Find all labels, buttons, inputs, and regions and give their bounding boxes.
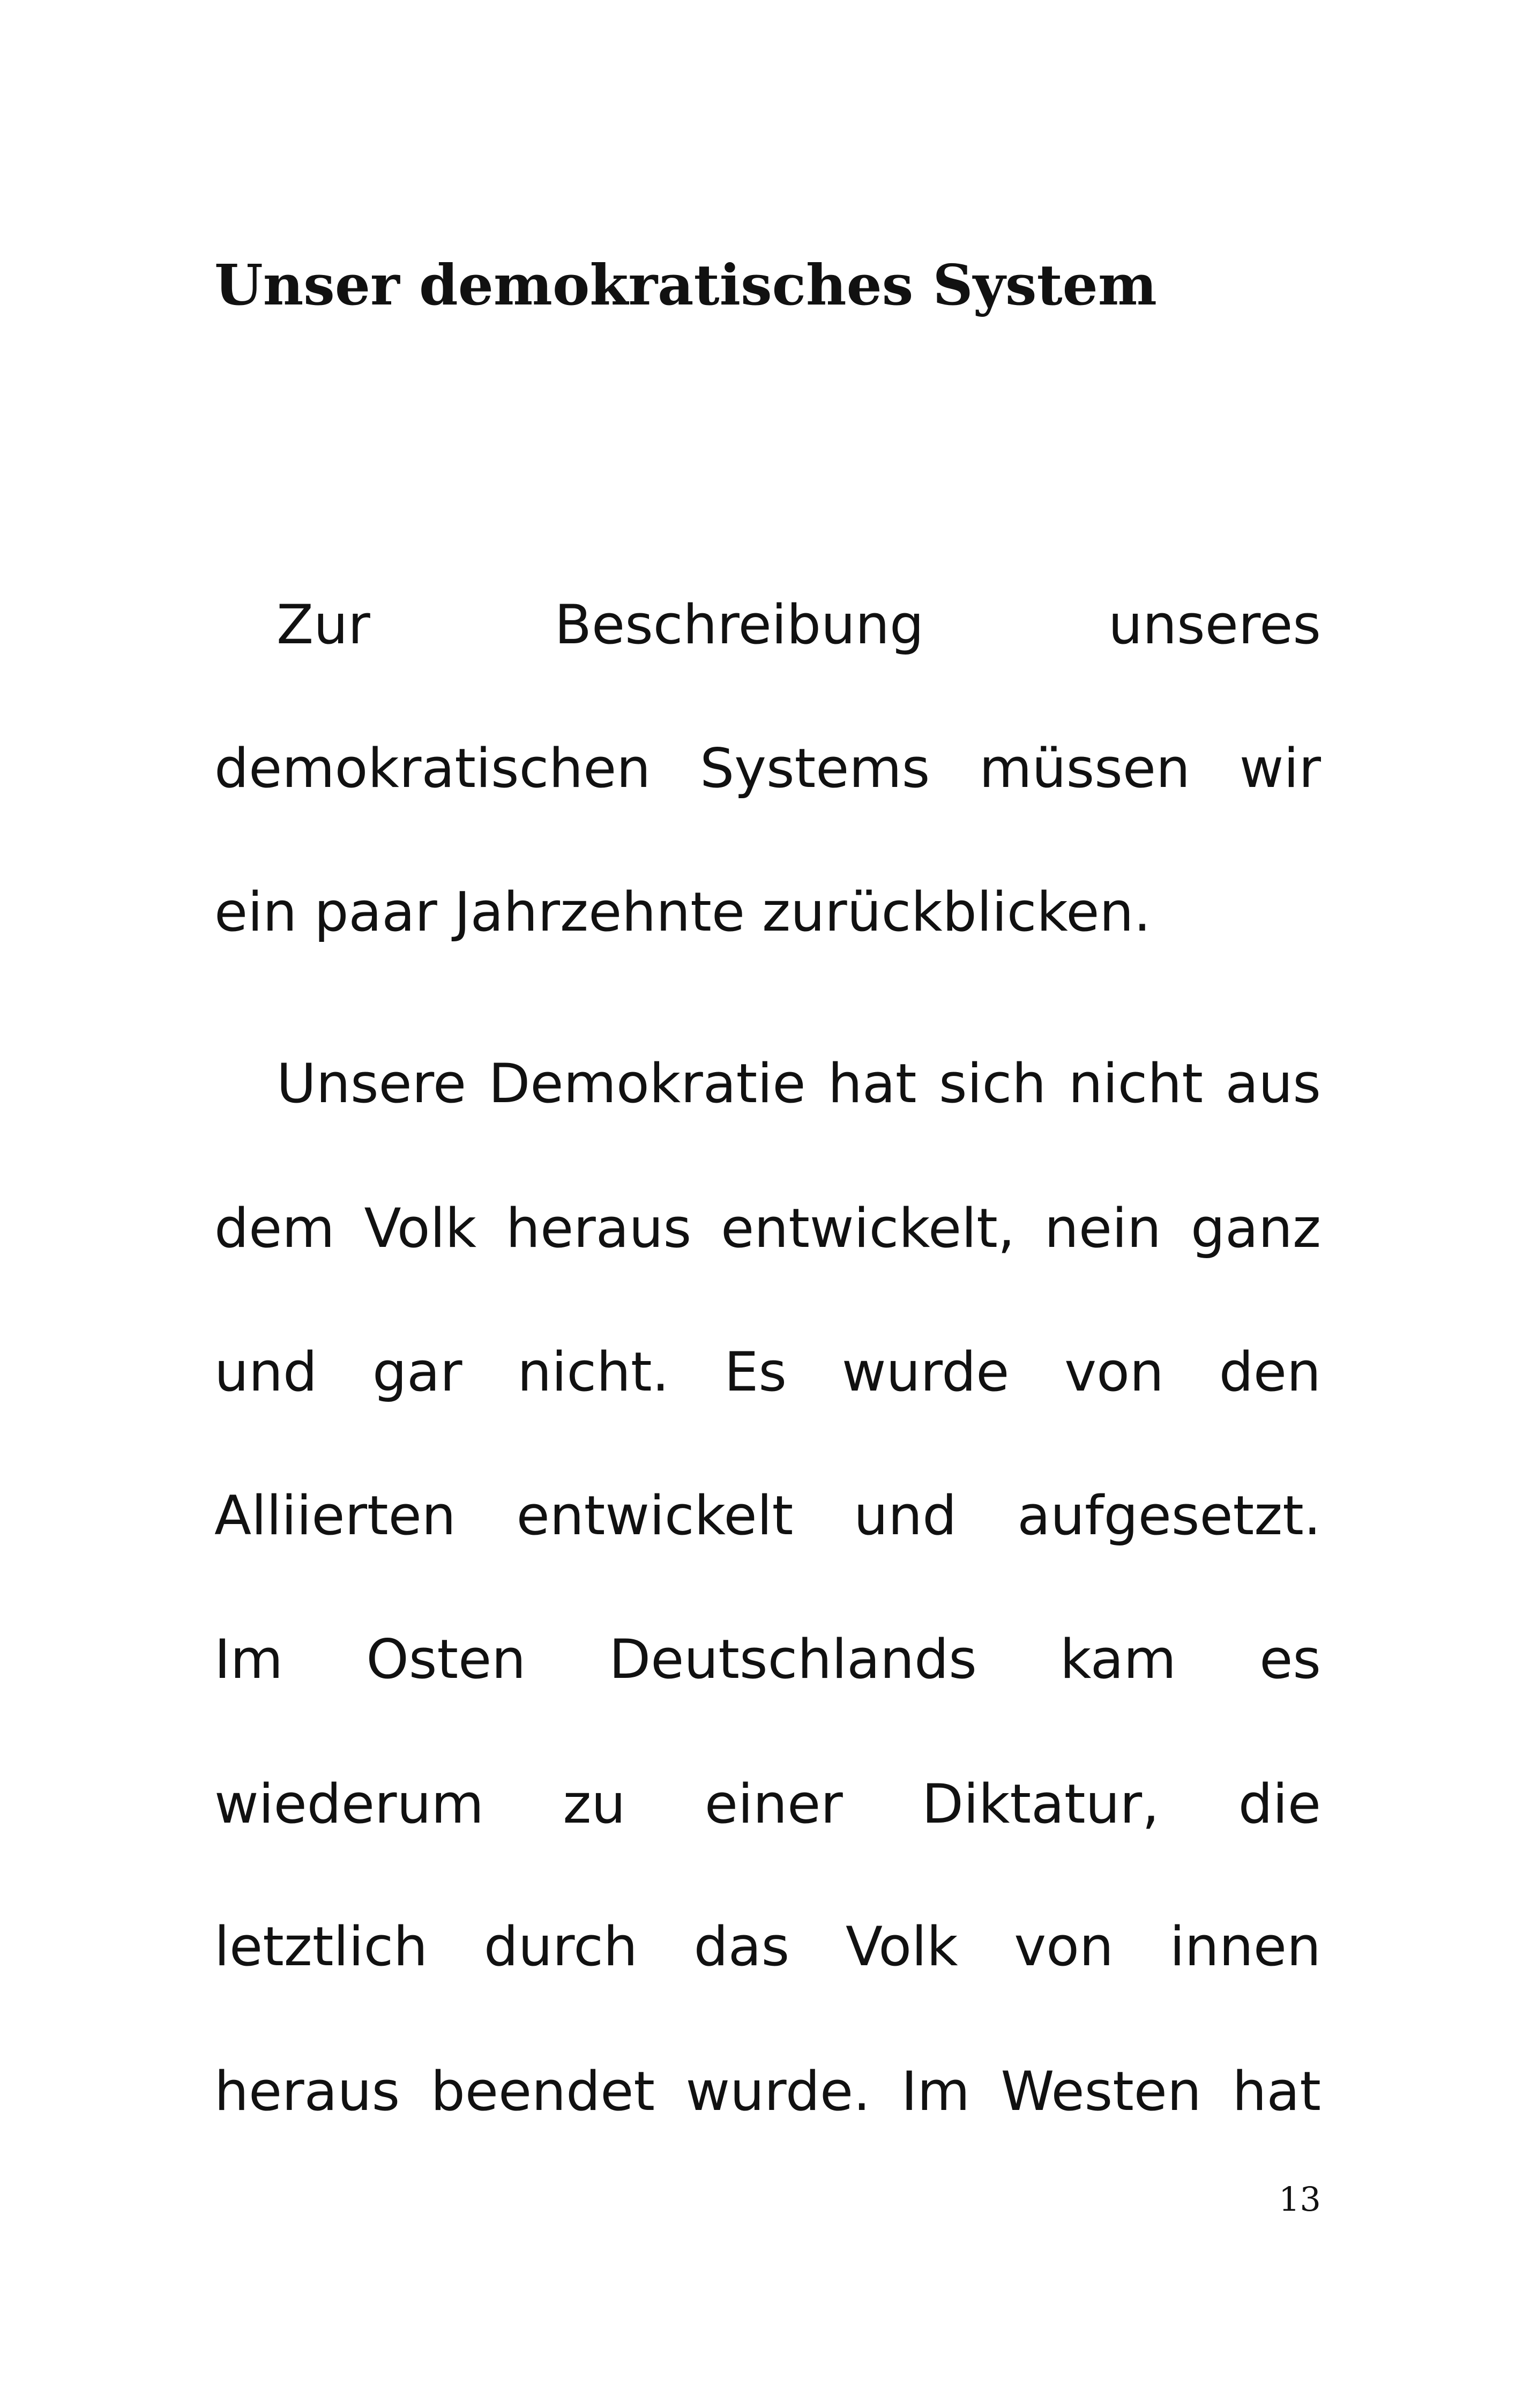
text-line: dem Volk heraus entwickelt, nein ganz [214, 1196, 1321, 1260]
text-line: heraus beendet wurde. Im Westen hat [214, 2060, 1321, 2123]
text-line: wiederum zu einer Diktatur, die [214, 1772, 1321, 1835]
text-line: demokratischen Systems müssen wir [214, 737, 1321, 800]
text-line: Im Osten Deutschlands kam es [214, 1627, 1321, 1691]
text-line: Alliierten entwickelt und aufgesetzt. [214, 1484, 1321, 1547]
text-line: letztlich durch das Volk von innen [214, 1915, 1321, 1978]
text-line: ein paar Jahrzehnte zurückblicken. [214, 880, 1151, 943]
chapter-title: Unser demokratisches System [214, 252, 1157, 318]
text-line: Unsere Demokratie hat sich nicht aus [277, 1052, 1321, 1115]
text-line: Zur Beschreibung unseres [277, 593, 1321, 656]
text-line: und gar nicht. Es wurde von den [214, 1340, 1321, 1403]
page-number: 13 [1279, 2180, 1321, 2219]
